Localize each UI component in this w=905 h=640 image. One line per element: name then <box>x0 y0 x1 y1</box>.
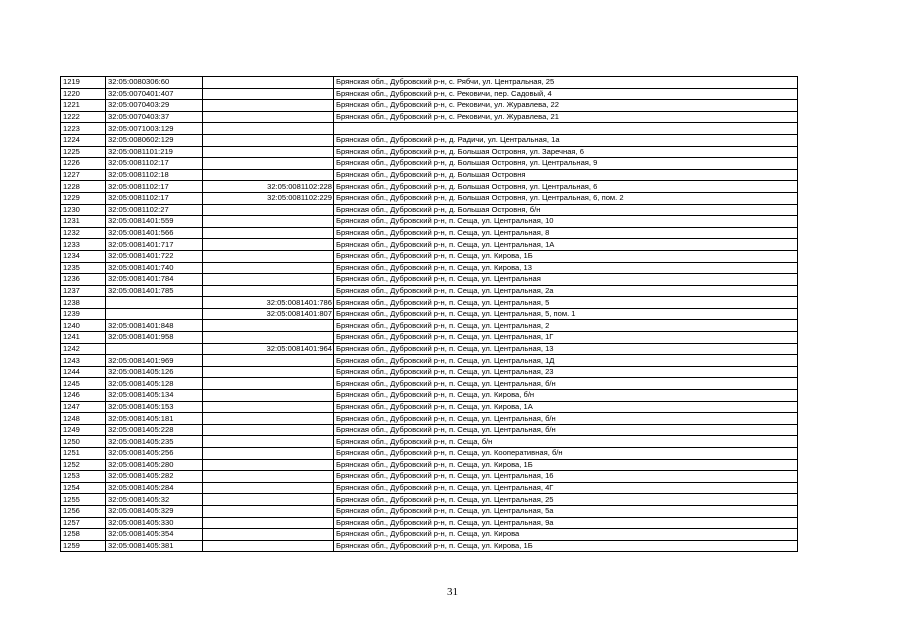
address-cell: Брянская обл., Дубровский р-н, п. Сеща, ул. Кирова, 1Б <box>334 540 798 552</box>
address-cell: Брянская обл., Дубровский р-н, п. Сеща, ул. Центральная, 23 <box>334 366 798 378</box>
row-number-cell: 1257 <box>61 517 106 529</box>
table-row <box>61 505 798 517</box>
row-number-cell: 1221 <box>61 100 106 112</box>
address-cell: Брянская обл., Дубровский р-н, п. Сеща, ул. Кирова, 1Б <box>334 250 798 262</box>
row-number-cell: 1226 <box>61 158 106 170</box>
row-number-cell: 1256 <box>61 505 106 517</box>
row-number-cell: 1234 <box>61 250 106 262</box>
table-row <box>61 227 798 239</box>
property-register-table <box>60 76 798 552</box>
cadastral-number-cell: 32:05:0081102:27 <box>106 204 203 216</box>
address-cell: Брянская обл., Дубровский р-н, с. Рековичи, ул. Журавлева, 21 <box>334 111 798 123</box>
table-row <box>61 123 798 135</box>
table-row <box>61 285 798 297</box>
object-cadastral-number-cell <box>203 390 334 402</box>
table-row <box>61 378 798 390</box>
address-cell: Брянская обл., Дубровский р-н, п. Сеща, ул. Центральная, 8 <box>334 227 798 239</box>
address-cell: Брянская обл., Дубровский р-н, п. Сеща, ул. Центральная, 1А <box>334 239 798 251</box>
row-number-cell: 1220 <box>61 88 106 100</box>
object-cadastral-number-cell <box>203 285 334 297</box>
object-cadastral-number-cell <box>203 239 334 251</box>
row-number-cell: 1242 <box>61 343 106 355</box>
page-number: 31 <box>447 586 458 598</box>
cadastral-number-cell: 32:05:0081405:381 <box>106 540 203 552</box>
object-cadastral-number-cell <box>203 355 334 367</box>
cadastral-number-cell: 32:05:0081401:848 <box>106 320 203 332</box>
table-row <box>61 134 798 146</box>
row-number-cell: 1237 <box>61 285 106 297</box>
object-cadastral-number-cell <box>203 505 334 517</box>
object-cadastral-number-cell <box>203 227 334 239</box>
table-row <box>61 390 798 402</box>
cadastral-number-cell: 32:05:0081401:785 <box>106 285 203 297</box>
table-row <box>61 517 798 529</box>
cadastral-number-cell: 32:05:0081401:958 <box>106 332 203 344</box>
table-row <box>61 436 798 448</box>
address-cell: Брянская обл., Дубровский р-н, п. Сеща, ул. Центральная, б/н <box>334 378 798 390</box>
object-cadastral-number-cell: 32:05:0081401:964 <box>203 343 334 355</box>
object-cadastral-number-cell <box>203 216 334 228</box>
object-cadastral-number-cell <box>203 378 334 390</box>
row-number-cell: 1258 <box>61 529 106 541</box>
table-row <box>61 413 798 425</box>
row-number-cell: 1225 <box>61 146 106 158</box>
cadastral-number-cell: 32:05:0081102:17 <box>106 158 203 170</box>
table-row <box>61 77 798 89</box>
object-cadastral-number-cell <box>203 471 334 483</box>
address-cell: Брянская обл., Дубровский р-н, д. Большая Островня, б/н <box>334 204 798 216</box>
object-cadastral-number-cell <box>203 274 334 286</box>
row-number-cell: 1259 <box>61 540 106 552</box>
table-row <box>61 332 798 344</box>
row-number-cell: 1254 <box>61 482 106 494</box>
address-cell: Брянская обл., Дубровский р-н, д. Большая Островня, ул. Центральная, 9 <box>334 158 798 170</box>
row-number-cell: 1227 <box>61 169 106 181</box>
row-number-cell: 1247 <box>61 401 106 413</box>
address-cell: Брянская обл., Дубровский р-н, п. Сеща, ул. Кирова <box>334 529 798 541</box>
row-number-cell: 1231 <box>61 216 106 228</box>
address-cell: Брянская обл., Дубровский р-н, с. Рябчи, ул. Центральная, 25 <box>334 77 798 89</box>
cadastral-number-cell <box>106 343 203 355</box>
table-body <box>61 77 798 552</box>
row-number-cell: 1239 <box>61 308 106 320</box>
object-cadastral-number-cell <box>203 448 334 460</box>
object-cadastral-number-cell <box>203 436 334 448</box>
row-number-cell: 1244 <box>61 366 106 378</box>
table-row <box>61 494 798 506</box>
address-cell: Брянская обл., Дубровский р-н, п. Сеща, ул. Центральная, 25 <box>334 494 798 506</box>
address-cell: Брянская обл., Дубровский р-н, п. Сеща, ул. Центральная, 2а <box>334 285 798 297</box>
table-row <box>61 448 798 460</box>
object-cadastral-number-cell <box>203 413 334 425</box>
table-row <box>61 355 798 367</box>
cadastral-number-cell: 32:05:0081405:181 <box>106 413 203 425</box>
object-cadastral-number-cell <box>203 111 334 123</box>
cadastral-number-cell: 32:05:0081102:17 <box>106 192 203 204</box>
table-row <box>61 297 798 309</box>
cadastral-number-cell: 32:05:0081401:559 <box>106 216 203 228</box>
row-number-cell: 1240 <box>61 320 106 332</box>
address-cell <box>334 123 798 135</box>
table-row <box>61 250 798 262</box>
object-cadastral-number-cell <box>203 146 334 158</box>
cadastral-number-cell: 32:05:0071003:129 <box>106 123 203 135</box>
table-row <box>61 204 798 216</box>
row-number-cell: 1235 <box>61 262 106 274</box>
table-row <box>61 239 798 251</box>
table-row <box>61 529 798 541</box>
table-row <box>61 216 798 228</box>
object-cadastral-number-cell <box>203 250 334 262</box>
address-cell: Брянская обл., Дубровский р-н, п. Сеща, ул. Центральная, б/н <box>334 413 798 425</box>
object-cadastral-number-cell <box>203 169 334 181</box>
cadastral-number-cell: 32:05:0070401:407 <box>106 88 203 100</box>
cadastral-number-cell: 32:05:0081405:330 <box>106 517 203 529</box>
object-cadastral-number-cell <box>203 262 334 274</box>
cadastral-number-cell: 32:05:0081405:280 <box>106 459 203 471</box>
table-row <box>61 169 798 181</box>
cadastral-number-cell: 32:05:0081405:256 <box>106 448 203 460</box>
cadastral-number-cell: 32:05:0081405:32 <box>106 494 203 506</box>
address-cell: Брянская обл., Дубровский р-н, д. Большая Островня <box>334 169 798 181</box>
row-number-cell: 1250 <box>61 436 106 448</box>
table-row <box>61 366 798 378</box>
cadastral-number-cell: 32:05:0081405:153 <box>106 401 203 413</box>
table-row <box>61 146 798 158</box>
cadastral-number-cell: 32:05:0081401:740 <box>106 262 203 274</box>
cadastral-number-cell <box>106 297 203 309</box>
cadastral-number-cell <box>106 308 203 320</box>
table-row <box>61 343 798 355</box>
table-row <box>61 482 798 494</box>
address-cell: Брянская обл., Дубровский р-н, п. Сеща, ул. Центральная, б/н <box>334 424 798 436</box>
table-row <box>61 181 798 193</box>
address-cell: Брянская обл., Дубровский р-н, п. Сеща, ул. Кооперативная, б/н <box>334 448 798 460</box>
row-number-cell: 1238 <box>61 297 106 309</box>
object-cadastral-number-cell <box>203 529 334 541</box>
row-number-cell: 1252 <box>61 459 106 471</box>
object-cadastral-number-cell <box>203 459 334 471</box>
cadastral-number-cell: 32:05:0081405:128 <box>106 378 203 390</box>
cadastral-number-cell: 32:05:0081405:134 <box>106 390 203 402</box>
object-cadastral-number-cell <box>203 123 334 135</box>
object-cadastral-number-cell <box>203 332 334 344</box>
object-cadastral-number-cell <box>203 88 334 100</box>
cadastral-number-cell: 32:05:0081102:17 <box>106 181 203 193</box>
object-cadastral-number-cell <box>203 494 334 506</box>
table-row <box>61 274 798 286</box>
cadastral-number-cell: 32:05:0070403:37 <box>106 111 203 123</box>
object-cadastral-number-cell <box>203 366 334 378</box>
object-cadastral-number-cell <box>203 401 334 413</box>
address-cell: Брянская обл., Дубровский р-н, с. Рековичи, ул. Журавлева, 22 <box>334 100 798 112</box>
address-cell: Брянская обл., Дубровский р-н, д. Большая Островня, ул. Центральная, 6, пом. 2 <box>334 192 798 204</box>
object-cadastral-number-cell: 32:05:0081401:786 <box>203 297 334 309</box>
cadastral-number-cell: 32:05:0081405:235 <box>106 436 203 448</box>
table-row <box>61 158 798 170</box>
cadastral-number-cell: 32:05:0081405:354 <box>106 529 203 541</box>
table-row <box>61 308 798 320</box>
object-cadastral-number-cell <box>203 100 334 112</box>
cadastral-number-cell: 32:05:0081401:566 <box>106 227 203 239</box>
object-cadastral-number-cell <box>203 424 334 436</box>
cadastral-number-cell: 32:05:0081401:722 <box>106 250 203 262</box>
object-cadastral-number-cell <box>203 482 334 494</box>
address-cell: Брянская обл., Дубровский р-н, п. Сеща, ул. Центральная, 9а <box>334 517 798 529</box>
table-row <box>61 100 798 112</box>
address-cell: Брянская обл., Дубровский р-н, д. Радичи, ул. Центральная, 1а <box>334 134 798 146</box>
cadastral-number-cell: 32:05:0081401:784 <box>106 274 203 286</box>
object-cadastral-number-cell <box>203 77 334 89</box>
address-cell: Брянская обл., Дубровский р-н, п. Сеща, ул. Центральная, 10 <box>334 216 798 228</box>
address-cell: Брянская обл., Дубровский р-н, п. Сеща, ул. Центральная, 13 <box>334 343 798 355</box>
address-cell: Брянская обл., Дубровский р-н, п. Сеща, ул. Центральная, 4Г <box>334 482 798 494</box>
cadastral-number-cell: 32:05:0081101:219 <box>106 146 203 158</box>
row-number-cell: 1224 <box>61 134 106 146</box>
cadastral-number-cell: 32:05:0081401:717 <box>106 239 203 251</box>
row-number-cell: 1245 <box>61 378 106 390</box>
address-cell: Брянская обл., Дубровский р-н, п. Сеща, ул. Центральная, 5, пом. 1 <box>334 308 798 320</box>
address-cell: Брянская обл., Дубровский р-н, п. Сеща, ул. Кирова, б/н <box>334 390 798 402</box>
cadastral-number-cell: 32:05:0081405:329 <box>106 505 203 517</box>
cadastral-number-cell: 32:05:0081102:18 <box>106 169 203 181</box>
row-number-cell: 1255 <box>61 494 106 506</box>
object-cadastral-number-cell: 32:05:0081102:229 <box>203 192 334 204</box>
row-number-cell: 1241 <box>61 332 106 344</box>
table-row <box>61 320 798 332</box>
row-number-cell: 1229 <box>61 192 106 204</box>
table-row <box>61 111 798 123</box>
cadastral-number-cell: 32:05:0081405:282 <box>106 471 203 483</box>
row-number-cell: 1219 <box>61 77 106 89</box>
address-cell: Брянская обл., Дубровский р-н, п. Сеща, б/н <box>334 436 798 448</box>
table-row <box>61 540 798 552</box>
row-number-cell: 1222 <box>61 111 106 123</box>
address-cell: Брянская обл., Дубровский р-н, п. Сеща, ул. Центральная <box>334 274 798 286</box>
cadastral-number-cell: 32:05:0080306:60 <box>106 77 203 89</box>
table-row <box>61 88 798 100</box>
address-cell: Брянская обл., Дубровский р-н, д. Большая Островня, ул. Центральная, 6 <box>334 181 798 193</box>
row-number-cell: 1223 <box>61 123 106 135</box>
object-cadastral-number-cell <box>203 320 334 332</box>
address-cell: Брянская обл., Дубровский р-н, п. Сеща, ул. Центральная, 5а <box>334 505 798 517</box>
cadastral-number-cell: 32:05:0081405:228 <box>106 424 203 436</box>
object-cadastral-number-cell: 32:05:0081102:228 <box>203 181 334 193</box>
address-cell: Брянская обл., Дубровский р-н, д. Большая Островня, ул. Заречная, 6 <box>334 146 798 158</box>
address-cell: Брянская обл., Дубровский р-н, с. Рековичи, пер. Садовый, 4 <box>334 88 798 100</box>
address-cell: Брянская обл., Дубровский р-н, п. Сеща, ул. Кирова, 13 <box>334 262 798 274</box>
row-number-cell: 1233 <box>61 239 106 251</box>
table-row <box>61 262 798 274</box>
table-row <box>61 459 798 471</box>
table-row <box>61 471 798 483</box>
object-cadastral-number-cell <box>203 158 334 170</box>
object-cadastral-number-cell: 32:05:0081401:807 <box>203 308 334 320</box>
table-row <box>61 192 798 204</box>
cadastral-number-cell: 32:05:0081405:284 <box>106 482 203 494</box>
cadastral-number-cell: 32:05:0070403:29 <box>106 100 203 112</box>
table-row <box>61 424 798 436</box>
row-number-cell: 1230 <box>61 204 106 216</box>
address-cell: Брянская обл., Дубровский р-н, п. Сеща, ул. Центральная, 16 <box>334 471 798 483</box>
cadastral-number-cell: 32:05:0081401:969 <box>106 355 203 367</box>
address-cell: Брянская обл., Дубровский р-н, п. Сеща, ул. Кирова, 1Б <box>334 459 798 471</box>
address-cell: Брянская обл., Дубровский р-н, п. Сеща, ул. Центральная, 1Г <box>334 332 798 344</box>
row-number-cell: 1236 <box>61 274 106 286</box>
row-number-cell: 1243 <box>61 355 106 367</box>
cadastral-number-cell: 32:05:0080602:129 <box>106 134 203 146</box>
row-number-cell: 1246 <box>61 390 106 402</box>
row-number-cell: 1249 <box>61 424 106 436</box>
cadastral-number-cell: 32:05:0081405:126 <box>106 366 203 378</box>
object-cadastral-number-cell <box>203 204 334 216</box>
address-cell: Брянская обл., Дубровский р-н, п. Сеща, ул. Центральная, 5 <box>334 297 798 309</box>
row-number-cell: 1232 <box>61 227 106 239</box>
table-row <box>61 401 798 413</box>
object-cadastral-number-cell <box>203 540 334 552</box>
row-number-cell: 1248 <box>61 413 106 425</box>
row-number-cell: 1253 <box>61 471 106 483</box>
object-cadastral-number-cell <box>203 517 334 529</box>
address-cell: Брянская обл., Дубровский р-н, п. Сеща, ул. Центральная, 1Д <box>334 355 798 367</box>
address-cell: Брянская обл., Дубровский р-н, п. Сеща, ул. Кирова, 1А <box>334 401 798 413</box>
address-cell: Брянская обл., Дубровский р-н, п. Сеща, ул. Центральная, 2 <box>334 320 798 332</box>
row-number-cell: 1228 <box>61 181 106 193</box>
object-cadastral-number-cell <box>203 134 334 146</box>
row-number-cell: 1251 <box>61 448 106 460</box>
